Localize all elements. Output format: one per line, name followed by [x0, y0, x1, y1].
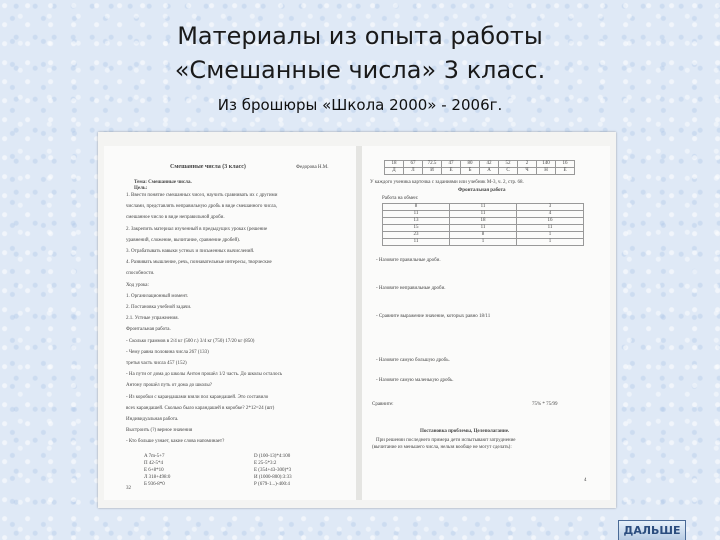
table-cell: 11	[517, 225, 584, 232]
table-cell: А	[480, 168, 499, 175]
table-cell: Л	[404, 168, 423, 175]
table-cell: 23	[383, 232, 450, 239]
left-page-line: уравнений, сложение, вычитание, сравнение дробей).	[126, 237, 241, 243]
table-row	[383, 232, 584, 239]
table-row	[383, 218, 584, 225]
table-cell: 140	[537, 161, 556, 168]
answer-item: A 7m-5+7	[144, 454, 165, 459]
right-page-table-title: Работа на обмен:	[382, 196, 419, 201]
right-page-letter-table	[384, 160, 575, 175]
table-cell: 72.5	[423, 161, 442, 168]
table-cell: 2	[518, 161, 537, 168]
right-page-problem-text-1: При решении последнего примера дети испытывают затруднение	[376, 438, 516, 443]
table-cell: 18	[450, 218, 517, 225]
table-cell: 11	[383, 239, 450, 246]
left-page-number: 32	[126, 486, 131, 491]
table-cell: 18	[385, 161, 404, 168]
answer-item: Е 25-5*3:2	[254, 461, 277, 466]
left-page-goals: Цель:	[134, 186, 148, 191]
table-cell: 1	[517, 239, 584, 246]
right-page-front-work: Фронтальная работа	[458, 188, 506, 193]
right-page-fraction-table	[382, 203, 584, 246]
right-page-question-2: - Назовите неправильные дроби.	[376, 286, 446, 291]
table-row	[383, 204, 584, 211]
table-cell: 11	[450, 225, 517, 232]
answer-item: И (1000-800):3:33	[254, 475, 292, 480]
right-page-intro: У каждого ученика карточка с заданиями или учебник М-3, ч. 2, стр. 68.	[370, 180, 524, 185]
table-cell: Б	[461, 168, 480, 175]
table-cell: 11	[450, 204, 517, 211]
left-page-line: числами, представлять неправильную дробь в виде смешанного числа,	[126, 204, 277, 210]
right-page-compare-answer: 75% * 75/99	[532, 402, 558, 407]
left-page-line: - Чему равна половина числа 267 (133)	[126, 349, 209, 355]
right-page-compare-label: Сравните:	[372, 402, 394, 407]
table-cell: 67	[404, 161, 423, 168]
table-cell: 47	[442, 161, 461, 168]
table-cell: С	[499, 168, 518, 175]
slide-subtitle: Из брошюры «Школа 2000» - 2006г.	[217, 96, 503, 114]
left-page-line: 2. Закрепить материал изученный в предыдущих уроках (решение	[126, 226, 268, 232]
table-cell: Д	[385, 168, 404, 175]
right-page-number: 4	[584, 478, 587, 483]
right-page-problem-text-2: (вычитание из меньшего числа, нельзя вообще не могут сделать):	[372, 445, 512, 450]
left-page-line: - Кто больше узнает, какие слова напоминает?	[126, 439, 225, 445]
left-page-line: всех карандашей. Сколько было карандашей в коробке? 2*12=24 (шт)	[126, 405, 275, 411]
answer-item: D (100-13)*4:100	[254, 454, 291, 459]
left-page-line: 4. Развивать мышление, речь, познавательные интересы, творческие	[126, 260, 272, 266]
left-page-line: - Сколько граммов в 2/4 кг (500 г.) 3/4 кг (750) 17/20 кг (850)	[126, 338, 255, 344]
left-page-line: Фронтальная работа.	[126, 327, 171, 333]
left-page-line: 2.1. Устные упражнения.	[126, 316, 179, 322]
table-cell: 1	[450, 239, 517, 246]
table-cell: 42	[480, 161, 499, 168]
table-cell: 13	[383, 218, 450, 225]
right-page-problem-title: Постановка проблемы, Целеполагание.	[420, 429, 510, 434]
table-cell: 16	[556, 161, 575, 168]
left-page-line: смешанное число в виде неправильной дроби.	[126, 215, 225, 221]
answer-item: Б 936-8*0	[144, 482, 165, 487]
table-cell: 15	[383, 225, 450, 232]
left-page-line: - Из коробки с карандашами взяли пол карандашей. Это составило	[126, 394, 269, 400]
table-cell: 3	[517, 204, 584, 211]
table-cell: 80	[461, 161, 480, 168]
answer-item: Е (354+43-300)*3	[254, 468, 292, 473]
brochure-left-page	[104, 146, 356, 500]
slide-title-line-2: «Смешанные числа» 3 класс.	[174, 56, 546, 84]
table-cell: 52	[499, 161, 518, 168]
left-page-author: Федорова Н.М.	[296, 165, 329, 170]
right-page-question-1: - Назовите правильные дроби.	[376, 258, 441, 263]
answer-item: П 42-5*4	[144, 461, 164, 466]
table-cell: Е	[556, 168, 575, 175]
right-page-question-3: - Сравните выражение значение, которых равно 18/11	[376, 314, 491, 319]
left-page-line: Ход урока:	[126, 282, 149, 288]
table-cell: 8	[450, 232, 517, 239]
table-cell: 16	[517, 218, 584, 225]
table-row	[383, 211, 584, 218]
table-cell: 4	[517, 211, 584, 218]
left-page-line: 1. Ввести понятие смешанных чисел, научить сравнивать их с другими	[126, 193, 278, 198]
left-page-line: Антону прошёл путь от дома до школы?	[126, 383, 212, 389]
table-row	[383, 225, 584, 232]
left-page-line: способности.	[126, 271, 155, 277]
table-cell: Ч	[518, 168, 537, 175]
table-cell: 1	[517, 232, 584, 239]
right-page-question-5: - Назовите самую маленькую дробь.	[376, 378, 454, 383]
left-page-header: Смешанные числа (3 класс)	[170, 164, 246, 170]
table-cell: 11	[450, 211, 517, 218]
brochure-right-page	[362, 146, 610, 500]
left-page-line: Индивидуальная работа.	[126, 417, 179, 422]
left-page-theme: Тема: Смешанные числа.	[134, 180, 192, 185]
table-cell: 11	[383, 211, 450, 218]
answer-item: Л 318+498:0	[144, 475, 171, 480]
left-page-line: третья часть числа 457 (152)	[126, 361, 187, 366]
left-page-line: 2. Постановка учебной задачи.	[126, 305, 192, 310]
table-row	[383, 239, 584, 246]
left-page-line: 3. Отрабатывать навыки устных и письменных вычислений.	[126, 249, 255, 254]
answer-item: Р (679-1...)-400:4	[254, 482, 290, 487]
table-cell: Е	[442, 168, 461, 175]
table-cell: 8	[383, 204, 450, 211]
slide-title-line-1: Материалы из опыта работы	[177, 22, 543, 50]
answer-item: Е 6+8*10	[144, 468, 164, 473]
right-page-question-4: - Назовите самую большую дробь.	[376, 358, 450, 363]
scanned-brochure-image	[98, 132, 616, 508]
left-page-line: 1. Организационный момент.	[126, 293, 189, 299]
left-page-line: Выстроить (?) верное значения	[126, 428, 193, 434]
table-cell: И	[423, 168, 442, 175]
table-cell: Н	[537, 168, 556, 175]
left-page-line: - На пути от дома до школы Антон прошёл 1/2 часть. До школы осталось	[126, 372, 283, 378]
next-button[interactable]: ДАЛЬШЕ	[618, 520, 686, 540]
